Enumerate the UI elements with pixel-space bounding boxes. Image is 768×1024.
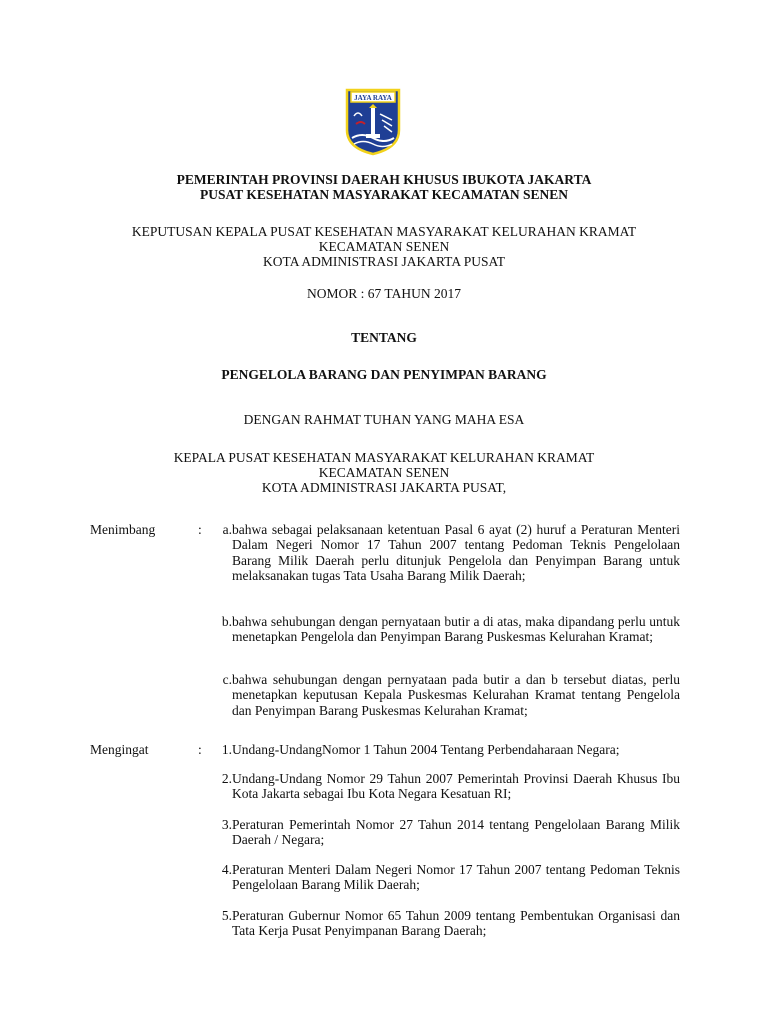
decree-line-2: KECAMATAN SENEN [318, 239, 450, 254]
mengingat-item-3 [216, 817, 680, 848]
menimbang-item-a [216, 522, 680, 584]
jakarta-coat-of-arms-icon [344, 86, 402, 156]
item-marker: 1. [221, 742, 232, 757]
head-line-3: KOTA ADMINISTRASI JAKARTA PUSAT, [261, 480, 507, 495]
item-marker: 3. [221, 817, 232, 832]
head-line-1: KEPALA PUSAT KESEHATAN MASYARAKAT KELURAHAN KRAMAT [173, 450, 595, 465]
item-text: Peraturan Gubernur Nomor 65 Tahun 2009 tentang Pembentukan Organisasi dan Tata Kerja Pusat Penyimpanan Barang Daerah; [232, 908, 680, 939]
about-label: TENTANG [351, 330, 417, 345]
item-text: Undang-UndangNomor 1 Tahun 2004 Tentang Perbendaharaan Negara; [232, 742, 620, 757]
mengingat-label: Mengingat [90, 742, 149, 757]
item-text: bahwa sehubungan dengan pernyataan butir a di atas, maka dipandang perlu untuk menetapkan Pengelola dan Penyimpan Barang Puskesmas Kelurahan Kramat; [232, 614, 680, 645]
item-marker: 5. [221, 908, 232, 923]
header-line-1: PEMERINTAH PROVINSI DAERAH KHUSUS IBUKOTA JAKARTA [176, 172, 592, 187]
menimbang-item-b [216, 614, 680, 645]
item-text: bahwa sehubungan dengan pernyataan pada butir a dan b tersebut diatas, perlu menetapkan keputusan Kepala Puskesmas Kelurahan Kramat tentang Pengelola dan Penyimpan Barang Puskesmas Kelurahan Kramat; [232, 672, 680, 718]
item-marker: 4. [221, 862, 232, 877]
item-marker: 2. [221, 771, 232, 786]
item-text: Peraturan Pemerintah Nomor 27 Tahun 2014 tentang Pengelolaan Barang Milik Daerah / Negara; [232, 817, 680, 848]
item-text: Peraturan Menteri Dalam Negeri Nomor 17 Tahun 2007 tentang Pedoman Teknis Pengelolaan Barang Milik Daerah; [232, 862, 680, 893]
menimbang-label: Menimbang [90, 522, 156, 537]
mengingat-item-5 [216, 908, 680, 939]
mengingat-colon: : [198, 742, 202, 757]
menimbang-colon: : [198, 522, 202, 537]
item-marker: a. [222, 522, 232, 537]
item-text: bahwa sebagai pelaksanaan ketentuan Pasal 6 ayat (2) huruf a Peraturan Menteri Dalam Negeri Nomor 17 Tahun 2007 tentang Pedoman Teknis Pengelolaan Barang Milik Daerah perlu ditunjuk Pengelola dan Penyimpan Barang untuk melaksanakan tugas Tata Usaha Barang Milik Daerah; [232, 522, 680, 584]
menimbang-item-c [216, 672, 680, 718]
decree-line-1: KEPUTUSAN KEPALA PUSAT KESEHATAN MASYARAKAT KELURAHAN KRAMAT [131, 224, 637, 239]
head-line-2: KECAMATAN SENEN [318, 465, 450, 480]
logo-motto: JAYA RAYA [354, 94, 392, 102]
decree-subject: PENGELOLA BARANG DAN PENYIMPAN BARANG [221, 367, 547, 382]
item-marker: c. [222, 672, 232, 687]
decree-number: NOMOR : 67 TAHUN 2017 [307, 286, 461, 301]
mengingat-item-2 [216, 771, 680, 802]
header-line-2: PUSAT KESEHATAN MASYARAKAT KECAMATAN SENEN [199, 187, 569, 202]
mengingat-item-1 [216, 742, 680, 757]
item-marker: b. [221, 614, 232, 629]
mengingat-item-4 [216, 862, 680, 893]
decree-line-3: KOTA ADMINISTRASI JAKARTA PUSAT [263, 254, 505, 269]
item-text: Undang-Undang Nomor 29 Tahun 2007 Pemerintah Provinsi Daerah Khusus Ibu Kota Jakarta sebagai Ibu Kota Negara Kesatuan RI; [232, 771, 680, 802]
blessing: DENGAN RAHMAT TUHAN YANG MAHA ESA [243, 412, 525, 427]
